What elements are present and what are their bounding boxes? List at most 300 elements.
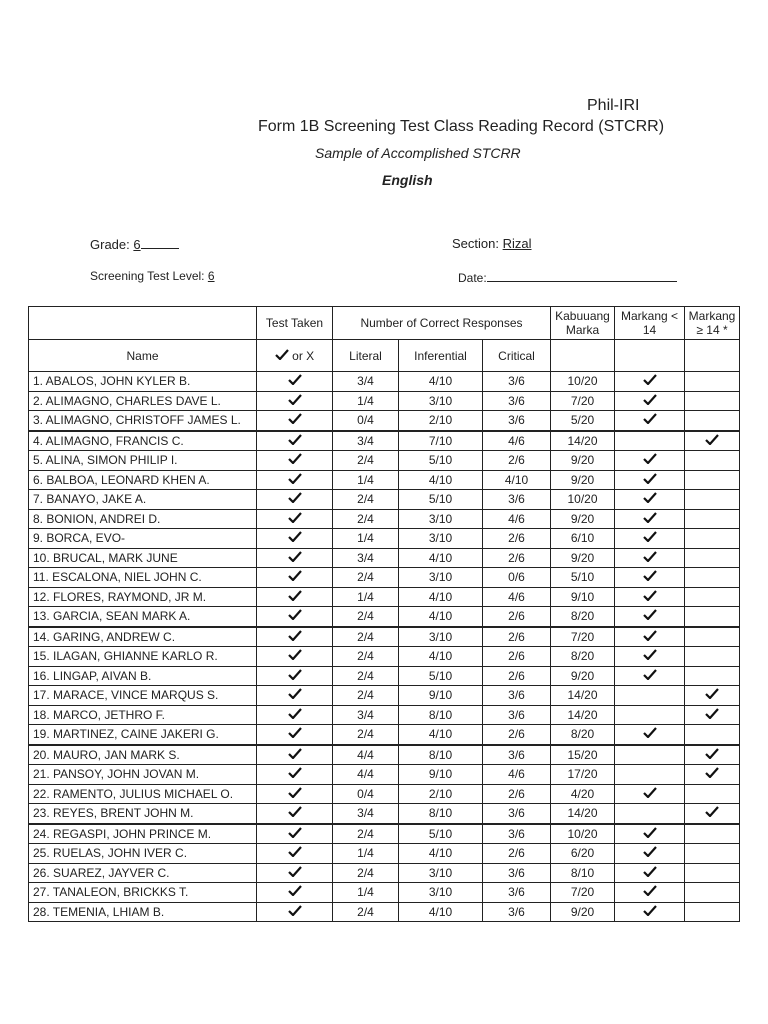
test-taken-cell (257, 568, 333, 588)
table-row (29, 902, 740, 922)
test-taken-cell (257, 470, 333, 490)
date-underline (487, 269, 677, 282)
markang-below-14-cell (615, 607, 685, 627)
screening-level-field (90, 269, 215, 283)
table-row (29, 372, 740, 392)
critical-cell: 4/6 (483, 765, 551, 785)
test-taken-cell (257, 883, 333, 903)
section-value: Rizal (502, 236, 532, 251)
student-name: 3. ALIMAGNO, CHRISTOFF JAMES L. (29, 411, 257, 431)
student-name: 9. BORCA, EVO- (29, 529, 257, 549)
inferential-cell: 3/10 (399, 568, 483, 588)
test-taken-cell (257, 666, 333, 686)
check-mark-icon (288, 688, 302, 699)
check-mark-icon (288, 434, 302, 445)
check-mark-icon (288, 630, 302, 641)
inferential-cell: 3/10 (399, 883, 483, 903)
kabuuang-marka-cell: 6/10 (551, 529, 615, 549)
literal-cell: 0/4 (333, 784, 399, 804)
markang-14-above-cell (685, 391, 740, 411)
markang-14-above-cell (685, 372, 740, 392)
student-name: 15. ILAGAN, GHIANNE KARLO R. (29, 647, 257, 667)
literal-cell: 3/4 (333, 431, 399, 451)
check-mark-icon (288, 846, 302, 857)
header-inferential: Inferential (399, 340, 483, 372)
inferential-cell: 4/10 (399, 647, 483, 667)
literal-cell: 0/4 (333, 411, 399, 431)
check-mark-icon (705, 434, 719, 445)
markang-below-14-cell (615, 451, 685, 471)
kabuuang-marka-cell: 8/10 (551, 863, 615, 883)
markang-14-above-cell (685, 627, 740, 647)
check-mark-icon (288, 885, 302, 896)
table-row (29, 548, 740, 568)
table-row (29, 647, 740, 667)
markang-14-above-cell (685, 470, 740, 490)
literal-cell: 2/4 (333, 863, 399, 883)
literal-cell: 1/4 (333, 883, 399, 903)
student-name: 12. FLORES, RAYMOND, JR M. (29, 587, 257, 607)
markang-14-above-cell (685, 686, 740, 706)
literal-cell: 2/4 (333, 509, 399, 529)
check-mark-icon (643, 787, 657, 798)
inferential-cell: 5/10 (399, 490, 483, 510)
inferential-cell: 4/10 (399, 902, 483, 922)
markang-below-14-cell (615, 529, 685, 549)
critical-cell: 2/6 (483, 725, 551, 745)
markang-14-above-cell (685, 607, 740, 627)
check-mark-icon (288, 570, 302, 581)
date-field (458, 269, 677, 285)
markang-14-above-cell (685, 587, 740, 607)
kabuuang-marka-cell: 6/20 (551, 844, 615, 864)
check-mark-icon (643, 649, 657, 660)
inferential-cell: 4/10 (399, 587, 483, 607)
critical-cell: 4/6 (483, 587, 551, 607)
kabuuang-marka-cell: 10/20 (551, 372, 615, 392)
reading-record-table (28, 306, 740, 922)
check-mark-icon (643, 727, 657, 738)
student-name: 11. ESCALONA, NIEL JOHN C. (29, 568, 257, 588)
check-mark-icon (705, 767, 719, 778)
table-row (29, 745, 740, 765)
kabuuang-marka-cell: 17/20 (551, 765, 615, 785)
table-row (29, 686, 740, 706)
table-row (29, 529, 740, 549)
header-blank (29, 307, 257, 340)
markang-below-14-cell (615, 844, 685, 864)
test-taken-cell (257, 863, 333, 883)
kabuuang-marka-cell: 14/20 (551, 431, 615, 451)
inferential-cell: 8/10 (399, 705, 483, 725)
markang-below-14-cell (615, 470, 685, 490)
check-mark-icon (288, 649, 302, 660)
critical-cell: 2/6 (483, 784, 551, 804)
check-mark-icon (288, 551, 302, 562)
literal-cell: 4/4 (333, 745, 399, 765)
markang-14-above-cell (685, 411, 740, 431)
check-mark-icon (288, 727, 302, 738)
literal-cell: 3/4 (333, 705, 399, 725)
markang-below-14-cell (615, 587, 685, 607)
check-mark-icon (288, 453, 302, 464)
markang-14-above-cell (685, 568, 740, 588)
markang-14-above-cell (685, 902, 740, 922)
critical-cell: 2/6 (483, 647, 551, 667)
inferential-cell: 4/10 (399, 725, 483, 745)
markang-14-above-cell (685, 863, 740, 883)
grade-underline (141, 236, 179, 249)
markang-14-above-cell (685, 431, 740, 451)
table-row (29, 883, 740, 903)
check-mark-icon (288, 905, 302, 916)
markang-below-14-cell (615, 804, 685, 824)
table-row (29, 451, 740, 471)
table-row (29, 391, 740, 411)
literal-cell: 3/4 (333, 548, 399, 568)
table-row (29, 411, 740, 431)
test-taken-cell (257, 902, 333, 922)
test-taken-cell (257, 411, 333, 431)
literal-cell: 2/4 (333, 451, 399, 471)
inferential-cell: 8/10 (399, 804, 483, 824)
inferential-cell: 4/10 (399, 470, 483, 490)
date-label: Date: (458, 271, 487, 285)
test-taken-cell (257, 745, 333, 765)
critical-cell: 2/6 (483, 548, 551, 568)
test-taken-cell (257, 705, 333, 725)
markang-below-14-cell (615, 509, 685, 529)
test-taken-cell (257, 784, 333, 804)
kabuuang-marka-cell: 14/20 (551, 804, 615, 824)
inferential-cell: 4/10 (399, 548, 483, 568)
kabuuang-marka-cell: 7/20 (551, 883, 615, 903)
header-test-taken: Test Taken (257, 307, 333, 340)
header-check-or-x (257, 340, 333, 372)
literal-cell: 1/4 (333, 587, 399, 607)
section-field (452, 236, 532, 251)
test-taken-cell (257, 451, 333, 471)
header-correct-responses: Number of Correct Responses (333, 307, 551, 340)
inferential-cell: 7/10 (399, 431, 483, 451)
markang-below-14-cell (615, 725, 685, 745)
test-taken-cell (257, 686, 333, 706)
student-name: 10. BRUCAL, MARK JUNE (29, 548, 257, 568)
student-name: 23. REYES, BRENT JOHN M. (29, 804, 257, 824)
critical-cell: 3/6 (483, 824, 551, 844)
inferential-cell: 4/10 (399, 372, 483, 392)
kabuuang-marka-cell: 9/10 (551, 587, 615, 607)
check-mark-icon (705, 688, 719, 699)
table-row (29, 470, 740, 490)
markang-below-14-cell (615, 745, 685, 765)
kabuuang-marka-cell: 4/20 (551, 784, 615, 804)
literal-cell: 2/4 (333, 902, 399, 922)
literal-cell: 2/4 (333, 490, 399, 510)
check-mark-icon (643, 492, 657, 503)
literal-cell: 2/4 (333, 568, 399, 588)
check-mark-icon (643, 473, 657, 484)
grade-value: 6 (133, 237, 141, 252)
kabuuang-marka-cell: 14/20 (551, 705, 615, 725)
check-mark-icon (643, 531, 657, 542)
check-mark-icon (643, 846, 657, 857)
markang-14-above-cell (685, 705, 740, 725)
test-taken-cell (257, 725, 333, 745)
student-name: 21. PANSOY, JOHN JOVAN M. (29, 765, 257, 785)
kabuuang-marka-cell: 8/20 (551, 647, 615, 667)
markang-below-14-cell (615, 391, 685, 411)
literal-cell: 2/4 (333, 647, 399, 667)
table-row (29, 725, 740, 745)
check-mark-icon (288, 394, 302, 405)
critical-cell: 3/6 (483, 745, 551, 765)
inferential-cell: 3/10 (399, 391, 483, 411)
inferential-cell: 2/10 (399, 411, 483, 431)
inferential-cell: 5/10 (399, 451, 483, 471)
check-mark-icon (643, 866, 657, 877)
check-mark-icon (288, 473, 302, 484)
markang-14-above-cell (685, 490, 740, 510)
critical-cell: 3/6 (483, 883, 551, 903)
markang-14-above-cell (685, 745, 740, 765)
check-mark-icon (288, 492, 302, 503)
student-name: 2. ALIMAGNO, CHARLES DAVE L. (29, 391, 257, 411)
check-mark-icon (643, 669, 657, 680)
markang-below-14-cell (615, 627, 685, 647)
markang-below-14-cell (615, 686, 685, 706)
kabuuang-marka-cell: 9/20 (551, 666, 615, 686)
inferential-cell: 9/10 (399, 686, 483, 706)
critical-cell: 2/6 (483, 451, 551, 471)
markang-14-above-cell (685, 529, 740, 549)
test-taken-cell (257, 804, 333, 824)
check-mark-icon (288, 531, 302, 542)
critical-cell: 2/6 (483, 844, 551, 864)
critical-cell: 4/6 (483, 431, 551, 451)
test-taken-cell (257, 627, 333, 647)
table-row (29, 765, 740, 785)
student-name: 14. GARING, ANDREW C. (29, 627, 257, 647)
student-name: 18. MARCO, JETHRO F. (29, 705, 257, 725)
markang-14-above-cell (685, 765, 740, 785)
literal-cell: 4/4 (333, 765, 399, 785)
inferential-cell: 3/10 (399, 529, 483, 549)
kabuuang-marka-cell: 9/20 (551, 451, 615, 471)
critical-cell: 3/6 (483, 391, 551, 411)
kabuuang-marka-cell: 10/20 (551, 824, 615, 844)
literal-cell: 1/4 (333, 529, 399, 549)
critical-cell: 4/6 (483, 509, 551, 529)
student-name: 20. MAURO, JAN MARK S. (29, 745, 257, 765)
header-markang-below-14: Markang < 14 (615, 307, 685, 340)
check-mark-icon (288, 708, 302, 719)
header-lt14-blank (615, 340, 685, 372)
markang-14-above-cell (685, 824, 740, 844)
table-row (29, 784, 740, 804)
check-mark-icon (643, 885, 657, 896)
kabuuang-marka-cell: 10/20 (551, 490, 615, 510)
table-row (29, 568, 740, 588)
markang-below-14-cell (615, 666, 685, 686)
check-mark-icon (643, 590, 657, 601)
literal-cell: 2/4 (333, 607, 399, 627)
check-mark-icon (288, 590, 302, 601)
literal-cell: 3/4 (333, 804, 399, 824)
table-row (29, 666, 740, 686)
test-taken-cell (257, 509, 333, 529)
check-mark-icon (643, 413, 657, 424)
markang-below-14-cell (615, 784, 685, 804)
student-name: 27. TANALEON, BRICKKS T. (29, 883, 257, 903)
check-mark-icon (288, 609, 302, 620)
header-kabuuang-blank (551, 340, 615, 372)
check-mark-icon (643, 394, 657, 405)
section-label: Section: (452, 236, 499, 251)
student-name: 26. SUAREZ, JAYVER C. (29, 863, 257, 883)
markang-14-above-cell (685, 784, 740, 804)
kabuuang-marka-cell: 8/20 (551, 725, 615, 745)
program-name: Phil-IRI (587, 97, 640, 114)
student-name: 13. GARCIA, SEAN MARK A. (29, 607, 257, 627)
grade-label: Grade: (90, 237, 130, 252)
form-title: Form 1B Screening Test Class Reading Record (STCRR) (257, 118, 665, 135)
markang-14-above-cell (685, 725, 740, 745)
markang-below-14-cell (615, 431, 685, 451)
literal-cell: 1/4 (333, 470, 399, 490)
header-markang-14-above: Markang ≥ 14 * (685, 307, 740, 340)
markang-14-above-cell (685, 804, 740, 824)
student-name: 25. RUELAS, JOHN IVER C. (29, 844, 257, 864)
check-mark-icon (643, 570, 657, 581)
kabuuang-marka-cell: 9/20 (551, 509, 615, 529)
header-name: Name (29, 340, 257, 372)
student-name: 19. MARTINEZ, CAINE JAKERI G. (29, 725, 257, 745)
table-row (29, 509, 740, 529)
markang-14-above-cell (685, 666, 740, 686)
test-taken-cell (257, 824, 333, 844)
check-mark-icon (643, 827, 657, 838)
critical-cell: 4/10 (483, 470, 551, 490)
check-mark-icon (705, 708, 719, 719)
kabuuang-marka-cell: 9/20 (551, 902, 615, 922)
table-row (29, 705, 740, 725)
check-mark-icon (288, 669, 302, 680)
table-row (29, 804, 740, 824)
check-mark-icon (288, 413, 302, 424)
critical-cell: 2/6 (483, 607, 551, 627)
check-mark-icon (643, 630, 657, 641)
inferential-cell: 5/10 (399, 824, 483, 844)
check-mark-icon (275, 349, 289, 360)
header-ge14-blank (685, 340, 740, 372)
critical-cell: 0/6 (483, 568, 551, 588)
markang-below-14-cell (615, 490, 685, 510)
check-mark-icon (288, 866, 302, 877)
test-taken-cell (257, 765, 333, 785)
inferential-cell: 8/10 (399, 745, 483, 765)
literal-cell: 2/4 (333, 725, 399, 745)
kabuuang-marka-cell: 7/20 (551, 391, 615, 411)
markang-below-14-cell (615, 765, 685, 785)
test-taken-cell (257, 548, 333, 568)
check-mark-icon (288, 748, 302, 759)
test-taken-cell (257, 391, 333, 411)
critical-cell: 3/6 (483, 372, 551, 392)
check-mark-icon (288, 787, 302, 798)
table-row (29, 490, 740, 510)
test-taken-cell (257, 844, 333, 864)
critical-cell: 3/6 (483, 804, 551, 824)
markang-below-14-cell (615, 372, 685, 392)
table-row (29, 607, 740, 627)
header-critical: Critical (483, 340, 551, 372)
markang-below-14-cell (615, 883, 685, 903)
critical-cell: 2/6 (483, 529, 551, 549)
markang-below-14-cell (615, 548, 685, 568)
markang-below-14-cell (615, 705, 685, 725)
markang-14-above-cell (685, 451, 740, 471)
kabuuang-marka-cell: 15/20 (551, 745, 615, 765)
inferential-cell: 4/10 (399, 607, 483, 627)
student-name: 17. MARACE, VINCE MARQUS S. (29, 686, 257, 706)
literal-cell: 2/4 (333, 627, 399, 647)
markang-below-14-cell (615, 647, 685, 667)
markang-14-above-cell (685, 883, 740, 903)
literal-cell: 2/4 (333, 666, 399, 686)
critical-cell: 3/6 (483, 686, 551, 706)
critical-cell: 2/6 (483, 666, 551, 686)
markang-below-14-cell (615, 568, 685, 588)
check-mark-icon (705, 806, 719, 817)
inferential-cell: 3/10 (399, 863, 483, 883)
critical-cell: 3/6 (483, 490, 551, 510)
literal-cell: 2/4 (333, 686, 399, 706)
kabuuang-marka-cell: 7/20 (551, 627, 615, 647)
kabuuang-marka-cell: 5/20 (551, 411, 615, 431)
header-literal: Literal (333, 340, 399, 372)
markang-below-14-cell (615, 902, 685, 922)
test-taken-cell (257, 607, 333, 627)
literal-cell: 1/4 (333, 844, 399, 864)
literal-cell: 1/4 (333, 391, 399, 411)
markang-14-above-cell (685, 548, 740, 568)
critical-cell: 3/6 (483, 411, 551, 431)
literal-cell: 3/4 (333, 372, 399, 392)
check-mark-icon (643, 512, 657, 523)
markang-14-above-cell (685, 509, 740, 529)
critical-cell: 3/6 (483, 863, 551, 883)
student-name: 5. ALINA, SIMON PHILIP I. (29, 451, 257, 471)
test-taken-cell (257, 431, 333, 451)
test-taken-cell (257, 647, 333, 667)
critical-cell: 3/6 (483, 705, 551, 725)
form-subtitle: Sample of Accomplished STCRR (315, 145, 521, 161)
kabuuang-marka-cell: 9/20 (551, 470, 615, 490)
check-mark-icon (643, 609, 657, 620)
check-mark-icon (288, 806, 302, 817)
inferential-cell: 5/10 (399, 666, 483, 686)
kabuuang-marka-cell: 14/20 (551, 686, 615, 706)
student-name: 16. LINGAP, AIVAN B. (29, 666, 257, 686)
check-mark-icon (643, 453, 657, 464)
markang-14-above-cell (685, 647, 740, 667)
table-row (29, 844, 740, 864)
table-row (29, 863, 740, 883)
test-taken-cell (257, 372, 333, 392)
table-row (29, 824, 740, 844)
literal-cell: 2/4 (333, 824, 399, 844)
